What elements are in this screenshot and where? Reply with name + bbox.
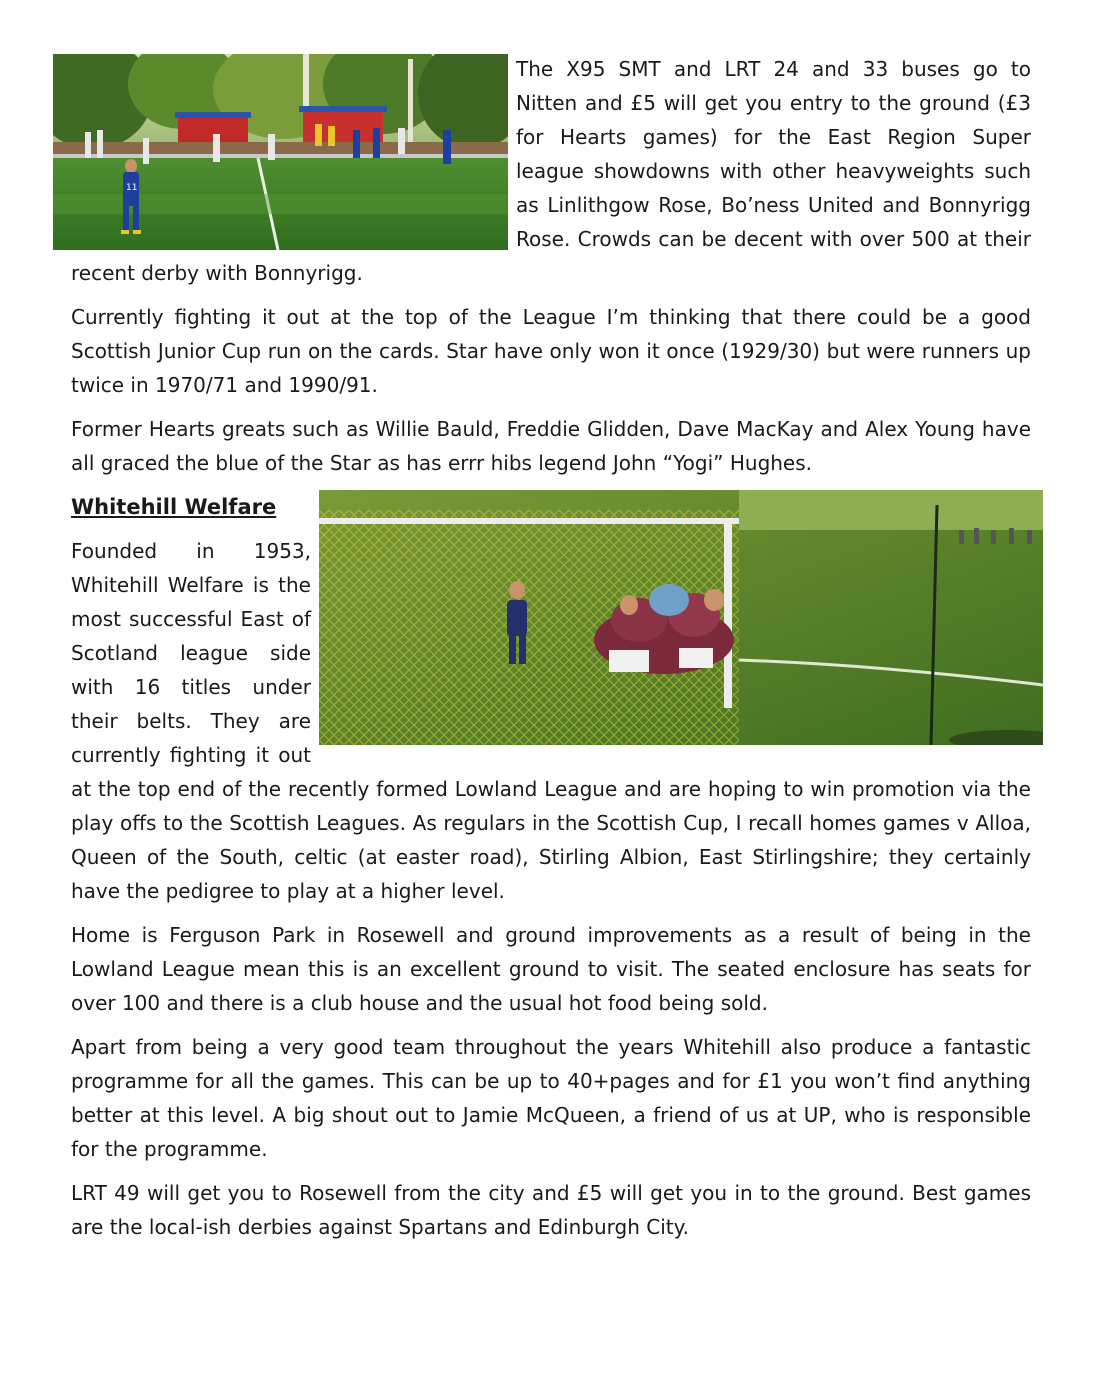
goal-celebration-photo — [319, 490, 1043, 745]
paragraph-founded: Founded in 1953, Whitehill Welfare is the most successful East of Scotland league side with 16 titles under their belts. They are currently fighting it out at the top end of the recently formed Lowland League and are hoping to win promotion via the play offs to the Scottish Leagues. As regulars in the Scottish Cup, I recall homes games v Alloa, Queen of the South, celtic (at easter road), Stirling Albion, East Stirlingshire; they certainly have the pedigree to play at a higher level. — [71, 539, 1031, 903]
section-heading: Whitehill Welfare — [71, 495, 277, 519]
football-match-photo — [53, 54, 508, 250]
article-column — [71, 52, 1031, 1254]
paragraph-junior-cup: Currently fighting it out at the top of the League I’m thinking that there could be a good Scottish Junior Cup run on the cards. Star have only won it once (1929/30) but were runners up twice in 1970/71 and 1990/91. — [71, 305, 1031, 397]
paragraph-programme: Apart from being a very good team throughout the years Whitehill also produce a fantastic programme for all the games. This can be up to 40+pages and for £1 you won’t find anything better at this level. A big shout out to Jamie McQueen, a friend of us at UP, who is responsible for the programme. — [71, 1035, 1031, 1161]
player-number: 11 — [126, 183, 138, 193]
paragraph-buses: The X95 SMT and LRT 24 and 33 buses go to Nitten and £5 will get you entry to the ground (£3 for Hearts games) for the East Region Super league showdowns with other heavyweights such as Linlithgow Rose, Bo’ness United and Bonnyrigg Rose. Crowds can be decent with over 500 at their recent derby with Bonnyrigg. — [71, 57, 1031, 285]
paragraph-transport: LRT 49 will get you to Rosewell from the city and £5 will get you in to the ground. Best games are the local-ish derbies against Spartans and Edinburgh City. — [71, 1181, 1031, 1239]
paragraph-ferguson-park: Home is Ferguson Park in Rosewell and ground improvements as a result of being in the Lowland League mean this is an excellent ground to visit. The seated enclosure has seats for over 100 and there is a club house and the usual hot food being sold. — [71, 923, 1031, 1015]
paragraph-former-greats: Former Hearts greats such as Willie Bauld, Freddie Glidden, Dave MacKay and Alex Young have all graced the blue of the Star as has errr hibs legend John “Yogi” Hughes. — [71, 417, 1031, 475]
